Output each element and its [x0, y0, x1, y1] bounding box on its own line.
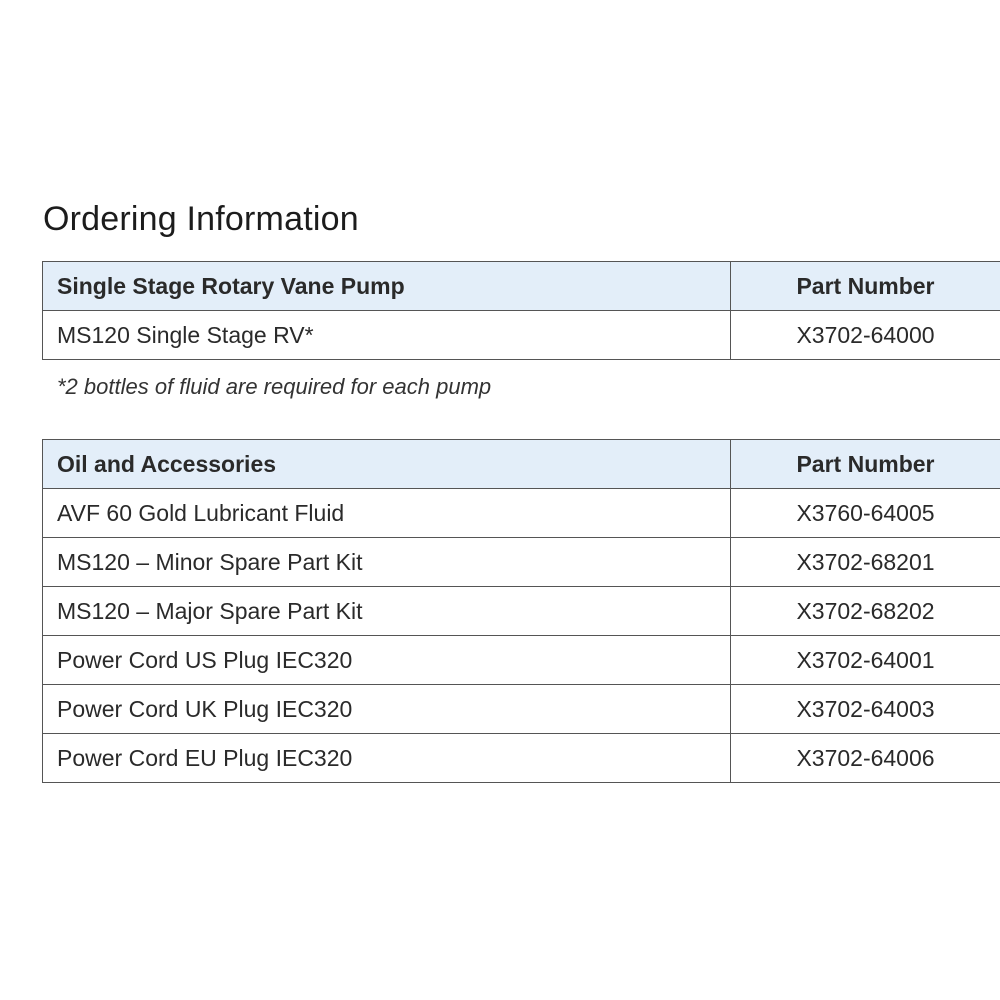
table-row [43, 587, 1000, 636]
accessories-table [42, 439, 1000, 783]
column-header-part-number: Part Number [731, 262, 1000, 311]
table-header-row [43, 440, 1000, 489]
table-row [43, 538, 1000, 587]
table-row [43, 734, 1000, 783]
item-part-number: X3702-64006 [731, 734, 1000, 783]
item-description: MS120 – Minor Spare Part Kit [43, 538, 731, 587]
column-header-description: Oil and Accessories [43, 440, 731, 489]
item-part-number: X3702-64000 [731, 311, 1000, 360]
item-description: MS120 Single Stage RV* [43, 311, 731, 360]
item-part-number: X3702-68201 [731, 538, 1000, 587]
page-title: Ordering Information [43, 200, 359, 238]
item-description: Power Cord US Plug IEC320 [43, 636, 731, 685]
item-part-number: X3760-64005 [731, 489, 1000, 538]
footnote: *2 bottles of fluid are required for each pump [57, 374, 492, 399]
table-row [43, 311, 1000, 360]
item-description: Power Cord UK Plug IEC320 [43, 685, 731, 734]
item-description: Power Cord EU Plug IEC320 [43, 734, 731, 783]
table-row [43, 636, 1000, 685]
item-part-number: X3702-64001 [731, 636, 1000, 685]
column-header-part-number: Part Number [731, 440, 1000, 489]
table-header-row [43, 262, 1000, 311]
item-part-number: X3702-68202 [731, 587, 1000, 636]
column-header-description: Single Stage Rotary Vane Pump [43, 262, 731, 311]
table-row [43, 489, 1000, 538]
pump-table [42, 261, 1000, 360]
item-description: MS120 – Major Spare Part Kit [43, 587, 731, 636]
item-part-number: X3702-64003 [731, 685, 1000, 734]
item-description: AVF 60 Gold Lubricant Fluid [43, 489, 731, 538]
table-row [43, 685, 1000, 734]
